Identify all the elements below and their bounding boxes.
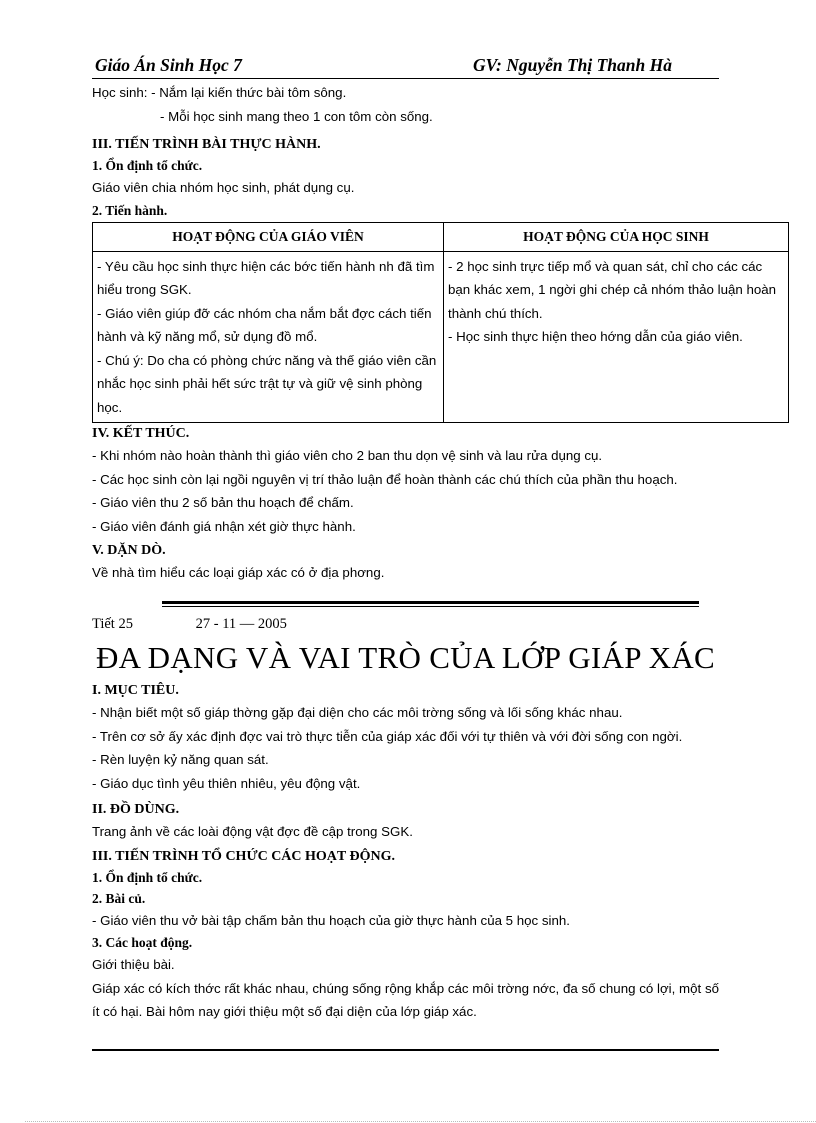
prep-line-2: - Mỗi học sinh mang theo 1 con tôm còn sống. <box>160 108 433 124</box>
list-item: - 2 học sinh trực tiếp mổ và quan sát, chỉ cho các các bạn khác xem, 1 ngời ghi chép cả nhóm thảo luận hoàn thành chú thích. <box>448 258 777 321</box>
activity-table <box>92 222 789 424</box>
page-header <box>92 50 719 79</box>
section-5-text: Về nhà tìm hiểu các loại giáp xác có ở địa phơng. <box>92 565 385 580</box>
section-3-text-1: Giáo viên chia nhóm học sinh, phát dụng cụ. <box>92 180 355 195</box>
list-item: - Giáo dục tình yêu thiên nhiêu, yêu động vật. <box>92 775 361 791</box>
lesson-period: Tiết 25 <box>92 616 133 632</box>
page-top <box>92 50 777 585</box>
page-edge <box>25 1121 816 1122</box>
list-item: - Trên cơ sở ấy xác định đợc vai trò thực tiễn của giáp xác đối với tự thiên và với đời sống con ngời. <box>92 728 683 744</box>
section-3-title: III. TIẾN TRÌNH BÀI THỰC HÀNH. <box>92 137 321 152</box>
teacher-activity-cell <box>93 251 444 423</box>
teacher-activity-header: HOẠT ĐỘNG CỦA GIÁO VIÊN <box>93 222 444 251</box>
table-row <box>93 251 789 423</box>
page-bottom <box>92 680 719 1024</box>
list-item: - Các học sinh còn lại ngồi nguyên vị trí thảo luận để hoàn thành các chú thích của phần thu hoạch. <box>92 471 678 487</box>
section-3-sub-1: 1. Ổn định tổ chức. <box>92 158 203 173</box>
header-teacher: GV: Nguyễn Thị Thanh Hà <box>472 55 672 75</box>
objectives-title: I. MỤC TIÊU. <box>92 683 179 698</box>
procedure-intro: Giới thiệu bài. <box>92 957 175 972</box>
section-5-title: V. DẶN DÒ. <box>92 543 166 558</box>
procedure-paragraph: Giáp xác có kích thớc rất khác nhau, chúng sống rộng khắp các môi trờng nớc, đa số chung có lợi, một số ít có hại. Bài hôm nay giới thiệu một số đại diện của lớp giáp xác. <box>92 980 719 1019</box>
list-item: - Nhận biết một số giáp thờng gặp đại diện cho các môi trờng sống và lối sống khác nhau. <box>92 705 623 720</box>
list-item: - Học sinh thực hiện theo hớng dẫn của giáo viên. <box>448 329 743 344</box>
procedure-text-2: - Giáo viên thu vở bài tập chấm bản thu hoạch của giờ thực hành của 5 học sinh. <box>92 912 570 928</box>
student-activity-header: HOẠT ĐỘNG CỦA HỌC SINH <box>444 222 789 251</box>
divider <box>162 601 699 604</box>
lesson-title: ĐA DẠNG VÀ VAI TRÒ CỦA LỚP GIÁP XÁC <box>95 640 716 675</box>
list-item: - Khi nhóm nào hoàn thành thì giáo viên cho 2 ban thu dọn vệ sinh và lau rửa dụng cụ. <box>92 448 603 463</box>
procedure-title: III. TIẾN TRÌNH TỔ CHỨC CÁC HOẠT ĐỘNG. <box>92 848 396 864</box>
procedure-sub-1: 1. Ổn định tổ chức. <box>92 869 203 885</box>
lesson-info <box>92 616 287 633</box>
lesson-date: 27 - 11 — 2005 <box>195 616 287 632</box>
tools-title: II. ĐỒ DÙNG. <box>92 802 180 817</box>
header-subject: Giáo Án Sinh Học 7 <box>95 55 242 75</box>
divider <box>92 1049 719 1051</box>
section-4-title: IV. KẾT THÚC. <box>92 426 190 441</box>
list-item: - Yêu cầu học sinh thực hiện các bớc tiến hành nh đã tìm hiểu trong SGK. <box>97 258 435 297</box>
section-3-sub-2: 2. Tiến hành. <box>92 202 168 218</box>
list-item: - Chú ý: Do cha có phòng chức năng và thế giáo viên cần nhắc học sinh phải hết sức trật tự và giữ vệ sinh phòng học. <box>97 352 437 415</box>
divider <box>162 606 699 607</box>
tools-text: Trang ảnh về các loài động vật đợc đề cập trong SGK. <box>92 824 413 839</box>
procedure-sub-3: 3. Các hoạt động. <box>92 935 193 950</box>
prep-line-1: Học sinh: - Nắm lại kiến thức bài tôm sông. <box>92 85 347 100</box>
table-header-row <box>93 222 789 251</box>
list-item: - Giáo viên giúp đỡ các nhóm cha nắm bắt đợc cách tiến hành và kỹ năng mổ, sử dụng đồ mổ. <box>97 305 432 344</box>
procedure-sub-2: 2. Bài củ. <box>92 890 146 906</box>
student-activity-cell <box>444 251 789 423</box>
list-item: - Giáo viên thu 2 số bản thu hoạch để chấm. <box>92 495 354 510</box>
list-item: - Rèn luyện kỷ năng quan sát. <box>92 752 269 767</box>
list-item: - Giáo viên đánh giá nhận xét giờ thực hành. <box>92 518 356 534</box>
